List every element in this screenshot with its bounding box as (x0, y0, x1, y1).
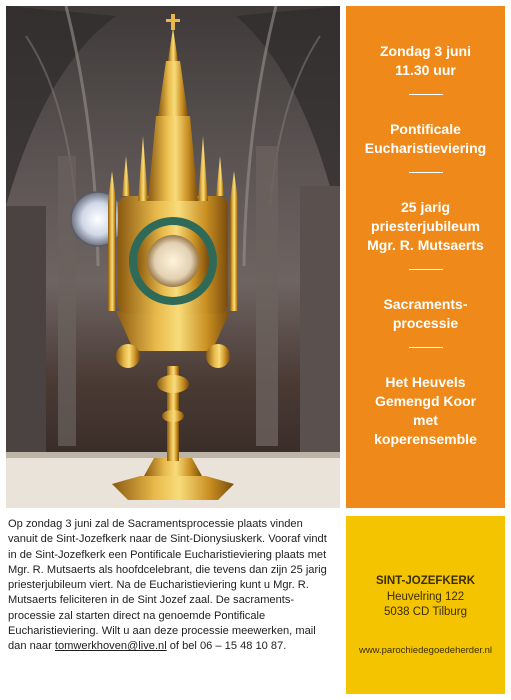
event-item-line: Mgr. R. Mutsaerts (367, 237, 484, 253)
website-link[interactable]: www.parochiedegoedeherder.nl (358, 645, 493, 656)
event-item-mass (350, 120, 501, 158)
text-suffix: of bel 06 – 15 48 10 87. (166, 640, 287, 653)
text-line: vanuit de Sint-Jozefkerk naar de Sint-Dionysiuskerk. Vooraf vindt (8, 533, 327, 546)
text-line-contact (8, 639, 338, 654)
monstrance-illustration (6, 6, 340, 508)
event-date: Zondag 3 juni (380, 43, 471, 59)
church-name: SINT-JOZEFKERK (375, 575, 476, 587)
text-line: processie zal starten direct na genoemde Pontificale (8, 609, 266, 622)
event-item-line: Sacraments- (383, 296, 468, 312)
text-prefix: dan naar (8, 640, 55, 653)
event-date-time (350, 42, 501, 80)
event-item-line: Het Heuvels (385, 374, 466, 390)
address-panel (346, 516, 505, 694)
event-item-line: processie (392, 315, 459, 331)
event-item-procession (350, 295, 501, 333)
text-line: Eucharistieviering. Wilt u aan deze processie meewerken, mail (8, 625, 316, 638)
event-item-line: Eucharistieviering (364, 140, 487, 156)
email-link[interactable]: tomwerkhoven@live.nl (54, 640, 167, 653)
church-street: Heuvelring 122 (386, 591, 465, 603)
event-item-choir (350, 373, 501, 449)
text-line: Mgr. R. Mutsaerts als hoofdcelebrant, die tevens dan zijn 25 jarig (8, 563, 327, 576)
divider (409, 172, 443, 173)
event-item-line: Gemengd Koor (374, 393, 477, 409)
divider (409, 269, 443, 270)
text-line: priesterjubileum viert. Na de Eucharistieviering kunt u Mgr. R. (8, 579, 309, 592)
event-item-jubilee (350, 198, 501, 255)
event-info-panel (346, 6, 505, 508)
announcement-text (8, 517, 338, 655)
event-item-line: met (413, 412, 438, 428)
event-item-line: koperensemble (374, 431, 477, 447)
divider (409, 347, 443, 348)
event-item-line: Pontificale (390, 121, 461, 137)
divider (409, 94, 443, 95)
text-line: Op zondag 3 juni zal de Sacramentsprocessie plaats vinden (8, 518, 303, 530)
text-line: Mutsaerts feliciteren in de Sint Jozef zaal. De sacraments- (8, 594, 295, 607)
event-item-line: priesterjubileum (371, 218, 480, 234)
text-line: in de Sint-Jozefkerk een Pontificale Eucharistieviering plaats met (8, 548, 327, 561)
monstrance-photo (6, 6, 340, 508)
event-time: 11.30 uur (395, 62, 456, 78)
church-city: 5038 CD Tilburg (383, 606, 468, 618)
event-item-line: 25 jarig (400, 199, 451, 215)
